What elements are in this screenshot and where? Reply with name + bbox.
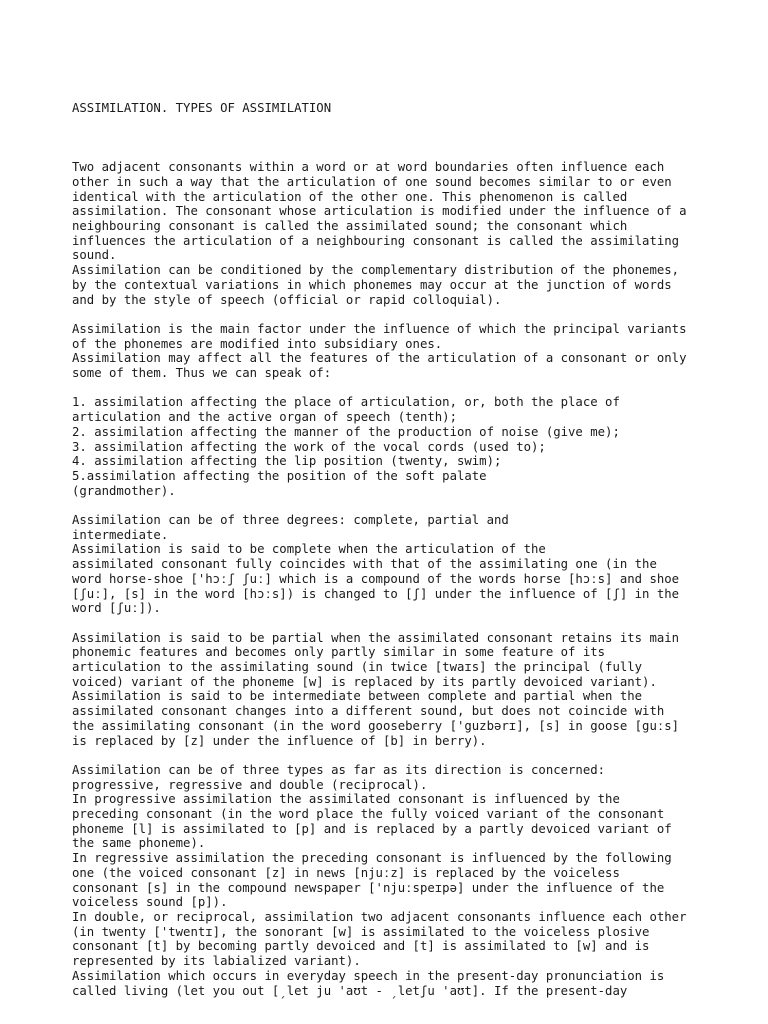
text-line: the assimilating consonant (in the word gooseberry ['guzbərɪ], [s] in goose [guːs]: [72, 718, 680, 733]
text-line: In regressive assimilation the preceding consonant is influenced by the following: [72, 851, 672, 866]
text-line: articulation to the assimilating sound (in twice [twaɪs] the principal (fully: [72, 660, 643, 675]
text-line: represented by its labialized variant).: [72, 954, 361, 969]
text-line: consonant [t] by becoming partly devoiced and [t] is assimilated to [w] and is: [72, 939, 650, 954]
text-line: of the phonemes are modified into subsidiary ones.: [72, 336, 443, 351]
text-line: (in twenty ['twentɪ], the sonorant [w] is assimilated to the voiceless plosive: [72, 924, 650, 939]
text-line: by the contextual variations in which phonemes may occur at the junction of words: [72, 277, 672, 292]
text-line: neighbouring consonant is called the assimilated sound; the consonant which: [72, 219, 628, 234]
text-line: word [ʃuː]).: [72, 601, 161, 616]
text-line: Assimilation which occurs in everyday speech in the present-day pronunciation is: [72, 968, 665, 983]
text-line: assimilated consonant changes into a different sound, but does not coincide with: [72, 704, 665, 719]
text-line: one (the voiced consonant [z] in news [njuːz] is replaced by the voiceless: [72, 865, 620, 880]
text-line: In double, or reciprocal, assimilation two adjacent consonants influence each other: [72, 909, 687, 924]
paragraph: [72, 513, 732, 616]
text-line: voiced) variant of the phoneme [w] is replaced by its partly devoiced variant).: [72, 674, 657, 689]
paragraph-gap: [72, 146, 732, 161]
text-line: some of them. Thus we can speak of:: [72, 366, 332, 381]
text-line: identical with the articulation of the other one. This phenomenon is called: [72, 189, 628, 204]
text-line: phoneme [l] is assimilated to [p] and is replaced by a partly devoiced variant of: [72, 821, 672, 836]
text-line: intermediate.: [72, 527, 169, 542]
text-line: the same phoneme).: [72, 836, 206, 851]
paragraph-gap: [72, 616, 732, 631]
paragraph-gap: [72, 381, 732, 396]
text-line: Assimilation can be of three types as far as its direction is concerned:: [72, 762, 606, 777]
text-line: voiceless sound [p]).: [72, 895, 228, 910]
text-line: consonant [s] in the compound newspaper ['njuːspeɪpə] under the influence of the: [72, 880, 665, 895]
paragraph-gap: [72, 748, 732, 763]
text-line: word horse-shoe ['hɔːʃ ʃuː] which is a compound of the words horse [hɔːs] and shoe: [72, 571, 680, 586]
text-line: Assimilation is said to be complete when the articulation of the: [72, 542, 546, 557]
text-line: 5.assimilation affecting the position of the soft palate: [72, 468, 487, 483]
text-line: Assimilation is said to be partial when the assimilated consonant retains its main: [72, 630, 680, 645]
text-line: 2. assimilation affecting the manner of the production of noise (give me);: [72, 424, 620, 439]
text-line: articulation and the active organ of speech (tenth);: [72, 410, 457, 425]
text-line: progressive, regressive and double (reciprocal).: [72, 777, 428, 792]
text-line: sound.: [72, 248, 117, 263]
paragraph-gap: [72, 498, 732, 513]
text-line: is replaced by [z] under the influence of [b] in berry).: [72, 733, 487, 748]
text-line: called living (let you out [ˏlet ju 'aʊt - ˏletʃu 'aʊt]. If the present-day: [72, 983, 628, 998]
text-line: [ʃuː], [s] in the word [hɔːs]) is changed to [ʃ] under the influence of [ʃ] in the: [72, 586, 680, 601]
text-line: 4. assimilation affecting the lip position (twenty, swim);: [72, 454, 502, 469]
paragraph-gap: [72, 307, 732, 322]
text-line: Assimilation can be of three degrees: complete, partial and: [72, 513, 509, 528]
text-line: (grandmother).: [72, 483, 176, 498]
text-line: influences the articulation of a neighbouring consonant is called the assimilating: [72, 233, 680, 248]
text-line: 3. assimilation affecting the work of the vocal cords (used to);: [72, 439, 546, 454]
text-line: phonemic features and becomes only partly similar in some feature of its: [72, 645, 606, 660]
paragraph: [72, 395, 732, 498]
text-line: and by the style of speech (official or rapid colloquial).: [72, 292, 502, 307]
paragraph: [72, 763, 732, 998]
text-line: preceding consonant (in the word place the fully voiced variant of the consonant: [72, 807, 665, 822]
document-title: ASSIMILATION. TYPES OF ASSIMILATION: [72, 101, 332, 116]
document-body: [72, 146, 732, 999]
paragraph: [72, 631, 732, 749]
paragraph: [72, 160, 732, 307]
text-line: Two adjacent consonants within a word or at word boundaries often influence each: [72, 160, 665, 175]
text-line: other in such a way that the articulation of one sound becomes similar to or even: [72, 174, 672, 189]
paragraph: [72, 322, 732, 381]
document-page: [72, 72, 732, 1013]
text-line: In progressive assimilation the assimilated consonant is influenced by the: [72, 792, 620, 807]
text-line: 1. assimilation affecting the place of articulation, or, both the place of: [72, 395, 620, 410]
text-line: Assimilation is the main factor under the influence of which the principal variants: [72, 321, 687, 336]
text-line: Assimilation is said to be intermediate between complete and partial when the: [72, 689, 643, 704]
text-line: assimilated consonant fully coincides with that of the assimilating one (in the: [72, 557, 657, 572]
text-line: Assimilation can be conditioned by the complementary distribution of the phonemes,: [72, 263, 680, 278]
text-line: assimilation. The consonant whose articulation is modified under the influence of a: [72, 204, 687, 219]
text-line: Assimilation may affect all the features of the articulation of a consonant or only: [72, 351, 687, 366]
